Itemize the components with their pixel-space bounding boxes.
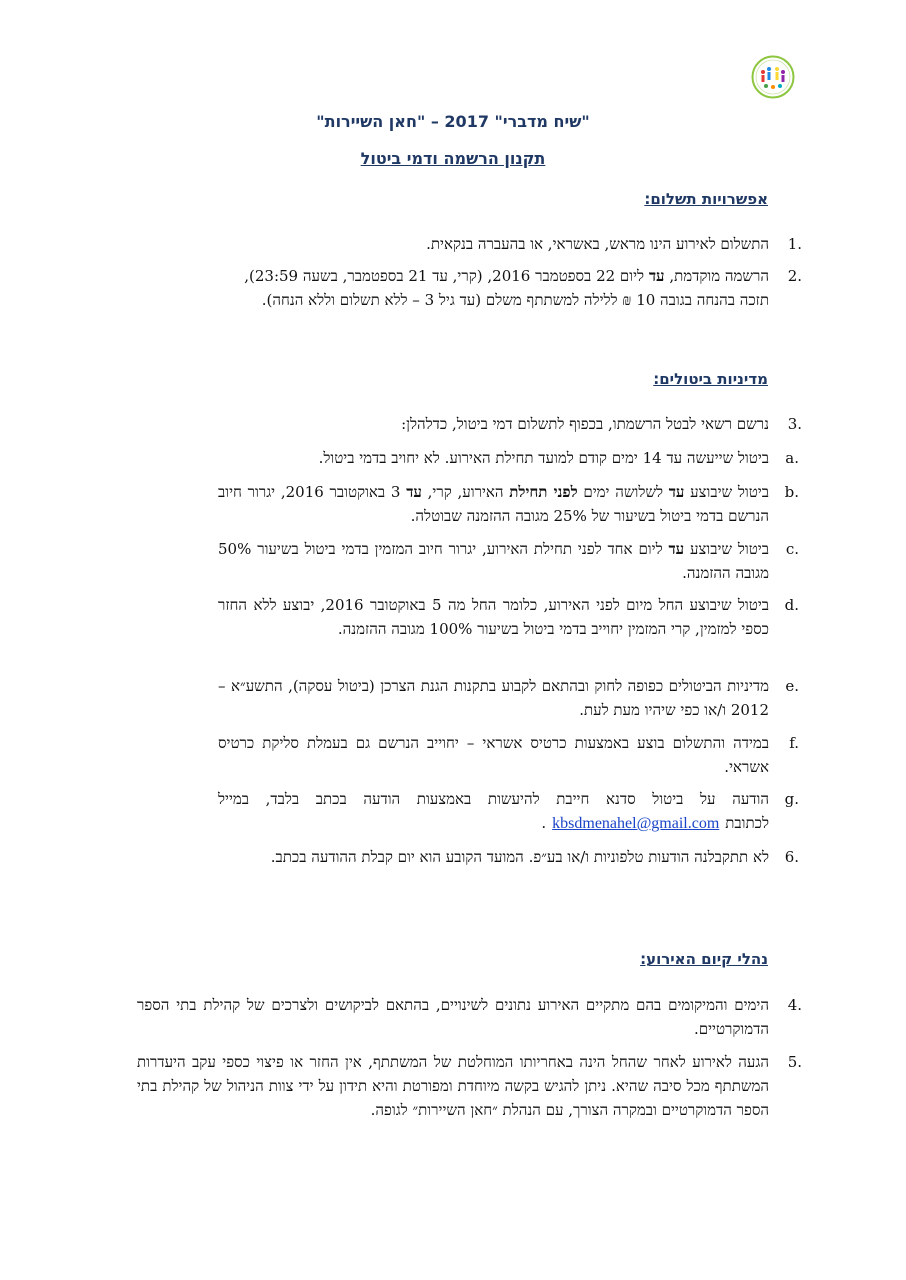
list-item bbox=[137, 1050, 802, 1122]
item-letter: e. bbox=[785, 677, 799, 695]
list-item bbox=[137, 993, 802, 1041]
list-item bbox=[218, 480, 799, 528]
item-letter: d. bbox=[784, 596, 799, 614]
item-text: נרשם רשאי לבטל הרשמתו, בכפוף לתשלום דמי ביטול, כדלהלן: bbox=[401, 415, 769, 433]
item-text: ביטול שיבוצע החל מיום לפני האירוע, כלומר החל מה 5 באוקטובר 2016, יבוצע ללא החזר כספי למזמין, קרי המזמין יחוייב בדמי ביטול בשיעור 100% מגובה ההזמנה. bbox=[218, 596, 769, 638]
school-logo-circle-icon bbox=[751, 55, 795, 99]
document-title: "שיח מדברי" 2017 – "חאן השיירות" bbox=[316, 112, 590, 131]
list-item bbox=[137, 264, 802, 312]
item-text: ביטול שיבוצע עד ליום אחד לפני תחילת האירוע, יגרור חיוב המזמין בדמי ביטול בשיעור 50% מגובה ההזמנה. bbox=[218, 540, 769, 582]
list-item bbox=[218, 674, 799, 722]
item-number: 2. bbox=[787, 267, 802, 285]
item-letter: c. bbox=[785, 540, 799, 558]
list-item bbox=[137, 412, 802, 436]
item-text: ביטול שיבוצע עד לשלושה ימים לפני תחילת האירוע, קרי, עד 3 באוקטובר 2016, יגרור חיוב הנרשם בדמי ביטול בשיעור של 25% מגובה ההזמנה שבוטלה. bbox=[218, 483, 769, 525]
document-subtitle: תקנון הרשמה ודמי ביטול bbox=[360, 149, 546, 168]
item-number: 5. bbox=[787, 1053, 802, 1071]
item-letter: g. bbox=[784, 790, 799, 808]
item-text: לא תתקבלנה הודעות טלפוניות ו/או בע״פ. המועד הקובע הוא יום קבלת ההודעה בכתב. bbox=[270, 848, 769, 866]
list-item bbox=[218, 731, 799, 779]
payment-heading: אפשרויות תשלום: bbox=[644, 190, 768, 208]
item-number: 1. bbox=[787, 235, 802, 253]
list-item bbox=[218, 845, 799, 869]
list-item bbox=[218, 787, 799, 836]
item-text: ביטול שייעשה עד 14 ימים קודם למועד תחילת האירוע. לא יחויב בדמי ביטול. bbox=[318, 449, 769, 467]
item-text: התשלום לאירוע הינו מראש, באשראי, או בהעברה בנקאית. bbox=[426, 235, 769, 253]
email-link[interactable]: kbsdmenahel@gmail.com bbox=[552, 815, 720, 832]
item-text: במידה והתשלום בוצע באמצעות כרטיס אשראי – יחוייב הנרשם גם בעמלת סליקת כרטיס אשראי. bbox=[218, 734, 769, 776]
item-text: הודעה על ביטול סדנא חייבת להיעשות באמצעות הודעה בכתב בלבד, במייל לכתובתkbsdmenahel@gmail.com. bbox=[218, 790, 769, 832]
list-item bbox=[218, 593, 799, 641]
item-number: 4. bbox=[787, 996, 802, 1014]
list-item bbox=[218, 537, 799, 585]
cancellation-heading: מדיניות ביטולים: bbox=[653, 370, 768, 388]
item-letter: f. bbox=[789, 734, 799, 752]
item-number: 3. bbox=[787, 415, 802, 433]
procedures-heading: נהלי קיום האירוע: bbox=[640, 950, 768, 968]
list-item bbox=[218, 446, 799, 470]
item-letter: b. bbox=[784, 483, 799, 501]
item-text: מדיניות הביטולים כפופה לחוק ובהתאם לקבוע בתקנות הגנת הצרכן (ביטול עסקה), התשע״א – 2012 ו/או כפי שיהיו מעת לעת. bbox=[218, 677, 769, 719]
item-text: הגעה לאירוע לאחר שהחל הינה באחריותו המוחלטת של המשתתף, אין החזר או פיצוי כספי עקב היעדרות המשתתף מכל סיבה שהיא. ניתן להגיש בקשה מיוחדת ומפורטת והיא תידון על ידי צוות הניהול של קהילת בתי הספר הדמוקרטיים ובמקרה הצורך, עם הנהלת ״חאן השיירות״ לגופה. bbox=[137, 1053, 769, 1119]
item-text: הימים והמיקומים בהם מתקיים האירוע נתונים לשינויים, בהתאם לביקושים ולצרכים של קהילת בתי הספר הדמוקרטיים. bbox=[137, 996, 769, 1038]
item-number: 6. bbox=[784, 848, 799, 866]
item-letter: a. bbox=[785, 449, 799, 467]
list-item bbox=[137, 232, 802, 256]
item-text: הרשמה מוקדמת, עד ליום 22 בספטמבר 2016, (קרי, עד 21 בספטמבר, בשעה 23:59), תזכה בהנחה בגובה 10 ₪ ללילה למשתתף משלם (עד גיל 3 – ללא תשלום וללא הנחה). bbox=[244, 267, 769, 309]
